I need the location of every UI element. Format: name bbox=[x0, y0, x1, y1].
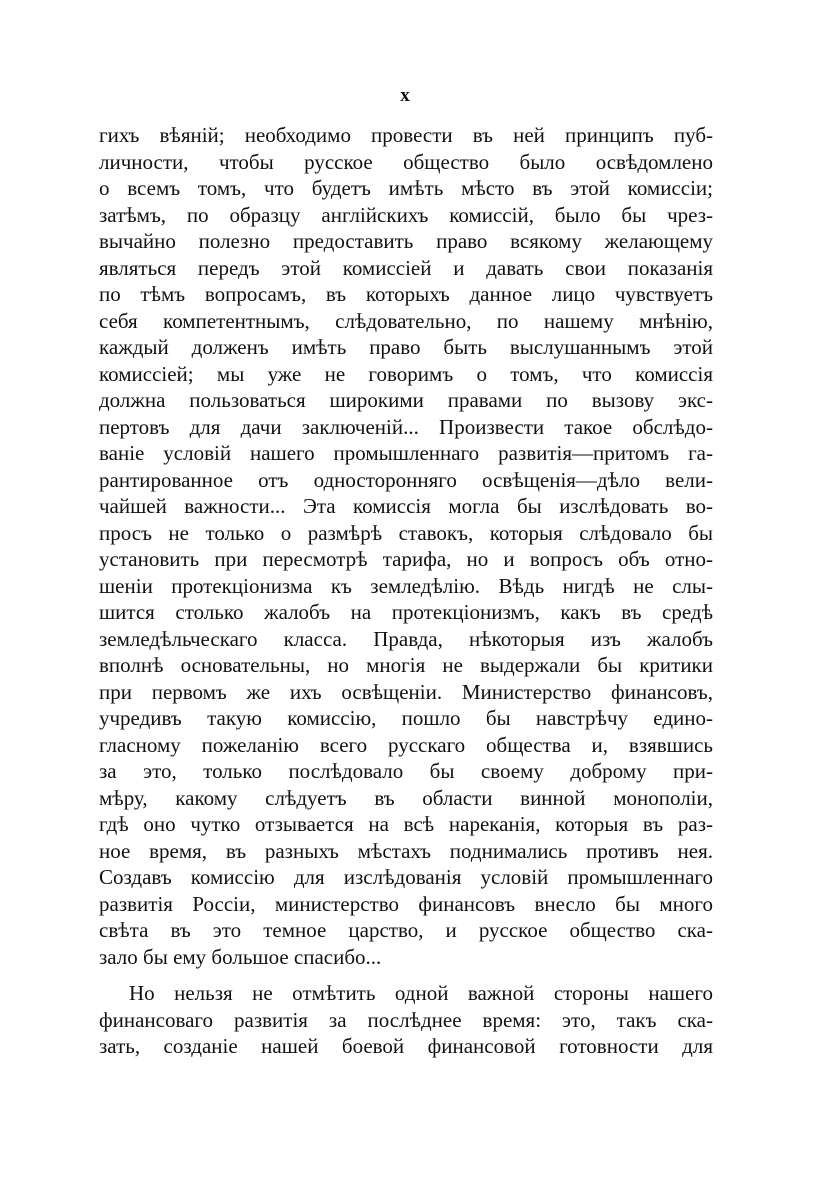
text-line: просъ не только о размѣрѣ ставокъ, которыя слѣдовало бы bbox=[99, 520, 713, 545]
text-line: пертовъ для дачи заключеній... Произвести такое обслѣдо- bbox=[99, 414, 713, 439]
body-text bbox=[99, 122, 713, 1060]
text-line: финансоваго развитія за послѣднее время: это, такъ ска- bbox=[99, 1007, 713, 1032]
text-line: шеніи протекціонизма къ земледѣлію. Вѣдь нигдѣ не слы- bbox=[99, 573, 713, 598]
text-line: гихъ вѣяній; необходимо провести въ ней принципъ пуб- bbox=[99, 123, 713, 147]
text-line: затѣмъ, по образцу англійскихъ комиссій, было бы чрез- bbox=[99, 202, 713, 227]
text-line: шится столько жалобъ на протекціонизмъ, какъ въ средѣ bbox=[99, 600, 713, 624]
text-line: рантированное отъ односторонняго освѣщенія—дѣло вели- bbox=[99, 467, 713, 492]
text-line: каждый долженъ имѣть право быть выслушаннымъ этой bbox=[99, 335, 713, 359]
text-line: развитія Россіи, министерство финансовъ внесло бы много bbox=[99, 891, 713, 916]
text-line: вполнѣ основательны, но многія не выдержали бы критики bbox=[99, 653, 713, 677]
text-line: зало бы ему большое спасибо... bbox=[99, 944, 382, 969]
paragraph-gap bbox=[99, 970, 713, 980]
text-line: учредивъ такую комиссію, пошло бы навстрѣчу едино- bbox=[99, 706, 713, 730]
text-line: Создавъ комиссію для изслѣдованія условій промышленнаго bbox=[99, 865, 713, 889]
text-line: зать, созданіе нашей боевой финансовой готовности для bbox=[99, 1034, 713, 1058]
text-line: Но нельзя не отмѣтить одной важной стороны нашего bbox=[129, 981, 713, 1005]
text-line: себя компетентнымъ, слѣдовательно, по нашему мнѣнію, bbox=[99, 308, 713, 333]
text-line: гласному пожеланію всего русскаго общества и, взявшись bbox=[99, 732, 713, 757]
text-line: гдѣ оно чутко отзывается на всѣ нареканія, которыя въ раз- bbox=[99, 812, 713, 836]
paragraph bbox=[99, 122, 713, 970]
text-line: свѣта въ это темное царство, и русское общество ска- bbox=[99, 918, 713, 942]
text-line: установить при пересмотрѣ тарифа, но и вопросъ объ отно- bbox=[99, 547, 713, 571]
page-number: x bbox=[400, 85, 410, 106]
text-line: мѣру, какому слѣдуетъ въ области винной монополіи, bbox=[99, 785, 713, 810]
text-line: чайшей важности... Эта комиссія могла бы изслѣдовать во- bbox=[99, 494, 713, 518]
text-line: о всемъ томъ, что будетъ имѣть мѣсто въ этой комиссіи; bbox=[99, 176, 713, 200]
text-line: личности, чтобы русское общество было освѣдомлено bbox=[99, 149, 713, 174]
text-line: ное время, въ разныхъ мѣстахъ поднимались противъ нея. bbox=[99, 838, 713, 863]
text-line: по тѣмъ вопросамъ, въ которыхъ данное лицо чувствуетъ bbox=[99, 282, 713, 306]
text-line: ваніе условій нашего промышленнаго развитія—притомъ га- bbox=[99, 441, 713, 465]
text-line: комиссіей; мы уже не говоримъ о томъ, что комиссія bbox=[99, 361, 713, 386]
text-line: должна пользоваться широкими правами по вызову экс- bbox=[99, 388, 713, 412]
text-line: являться передъ этой комиссіей и давать свои показанія bbox=[99, 255, 713, 280]
paragraph bbox=[99, 980, 713, 1060]
text-line: земледѣльческаго класса. Правда, нѣкоторыя изъ жалобъ bbox=[99, 626, 713, 651]
text-line: за это, только послѣдовало бы своему доброму при- bbox=[99, 759, 713, 783]
text-line: вычайно полезно предоставить право всякому желающему bbox=[99, 229, 713, 253]
text-line: при первомъ же ихъ освѣщеніи. Министерство финансовъ, bbox=[99, 679, 713, 704]
